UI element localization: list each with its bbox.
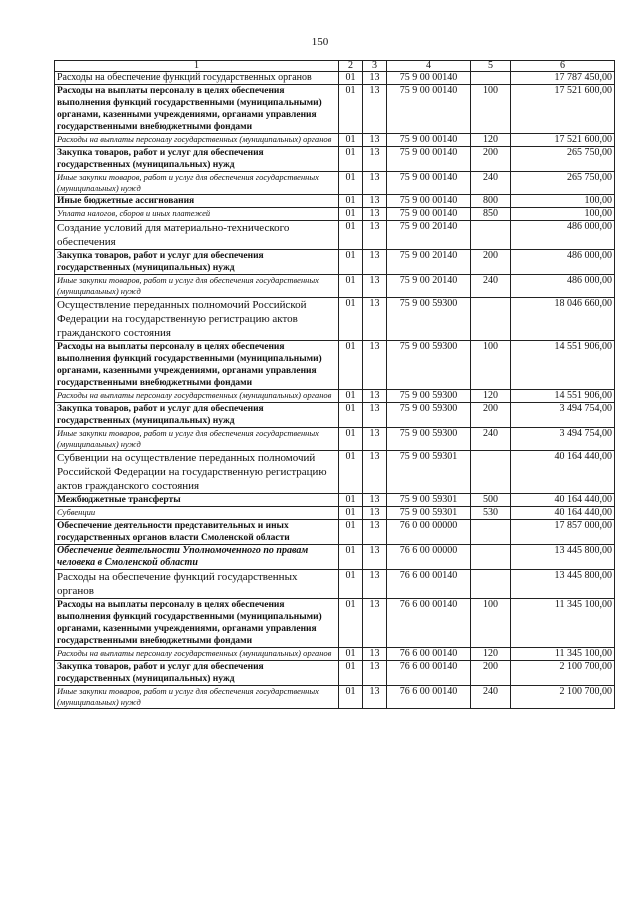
cell-type: [471, 520, 511, 545]
cell-name: Расходы на обеспечение функций государственных органов: [55, 72, 339, 85]
cell-name: Расходы на обеспечение функций государственных органов: [55, 570, 339, 599]
cell-name: Обеспечение деятельности Уполномоченного по правам человека в Смоленской области: [55, 545, 339, 570]
budget-table: [54, 60, 615, 709]
cell-type: 240: [471, 686, 511, 709]
cell-type: [471, 72, 511, 85]
header-row: [55, 61, 615, 72]
table-row: [55, 275, 615, 298]
cell-amount: 100,00: [511, 195, 615, 208]
cell-code: 75 9 00 59301: [387, 451, 471, 494]
cell-name: Иные закупки товаров, работ и услуг для обеспечения государственных (муниципальных) нужд: [55, 172, 339, 195]
cell-code: 76 6 00 00140: [387, 599, 471, 648]
cell-code: 76 6 00 00140: [387, 648, 471, 661]
cell-subsection: 13: [363, 648, 387, 661]
cell-amount: 13 445 800,00: [511, 570, 615, 599]
cell-code: 75 9 00 59300: [387, 341, 471, 390]
page-number: 150: [311, 36, 329, 48]
cell-section: 01: [339, 390, 363, 403]
cell-subsection: 13: [363, 686, 387, 709]
cell-subsection: 13: [363, 661, 387, 686]
cell-subsection: 13: [363, 570, 387, 599]
cell-name: Расходы на выплаты персоналу в целях обеспечения выполнения функций государственными (муниципальными) органами, казенными учреждениями, органами управления государственными внебюджетными фондами: [55, 599, 339, 648]
cell-section: 01: [339, 403, 363, 428]
table-row: [55, 172, 615, 195]
cell-type: [471, 570, 511, 599]
table-row: [55, 661, 615, 686]
cell-amount: 486 000,00: [511, 221, 615, 250]
cell-section: 01: [339, 428, 363, 451]
cell-name: Межбюджетные трансферты: [55, 494, 339, 507]
cell-subsection: 13: [363, 494, 387, 507]
cell-amount: 18 046 660,00: [511, 298, 615, 341]
table-row: [55, 134, 615, 147]
cell-amount: 3 494 754,00: [511, 428, 615, 451]
cell-type: 200: [471, 661, 511, 686]
cell-name: Иные бюджетные ассигнования: [55, 195, 339, 208]
cell-subsection: 13: [363, 390, 387, 403]
cell-code: 76 6 00 00140: [387, 661, 471, 686]
cell-subsection: 13: [363, 520, 387, 545]
cell-code: 75 9 00 00140: [387, 85, 471, 134]
cell-name: Расходы на выплаты персоналу государственных (муниципальных) органов: [55, 134, 339, 147]
cell-name: Субвенции: [55, 507, 339, 520]
cell-section: 01: [339, 507, 363, 520]
cell-code: 75 9 00 59300: [387, 390, 471, 403]
cell-section: 01: [339, 599, 363, 648]
table-row: [55, 85, 615, 134]
table-row: [55, 208, 615, 221]
header-cell: 4: [387, 61, 471, 72]
table-row: [55, 298, 615, 341]
cell-section: 01: [339, 275, 363, 298]
cell-name: Закупка товаров, работ и услуг для обеспечения государственных (муниципальных) нужд: [55, 250, 339, 275]
cell-subsection: 13: [363, 147, 387, 172]
cell-section: 01: [339, 221, 363, 250]
cell-subsection: 13: [363, 507, 387, 520]
table-row: [55, 195, 615, 208]
cell-subsection: 13: [363, 221, 387, 250]
cell-subsection: 13: [363, 134, 387, 147]
cell-type: 240: [471, 275, 511, 298]
cell-code: 76 6 00 00140: [387, 570, 471, 599]
cell-code: 75 9 00 59300: [387, 428, 471, 451]
cell-amount: 265 750,00: [511, 172, 615, 195]
table-row: [55, 250, 615, 275]
cell-subsection: 13: [363, 298, 387, 341]
cell-section: 01: [339, 686, 363, 709]
cell-section: 01: [339, 570, 363, 599]
cell-section: 01: [339, 208, 363, 221]
cell-amount: 14 551 906,00: [511, 390, 615, 403]
cell-code: 76 6 00 00140: [387, 686, 471, 709]
table-row: [55, 147, 615, 172]
cell-type: 100: [471, 341, 511, 390]
cell-type: 200: [471, 147, 511, 172]
cell-code: 75 9 00 20140: [387, 250, 471, 275]
cell-section: 01: [339, 195, 363, 208]
cell-code: 75 9 00 00140: [387, 72, 471, 85]
table-row: [55, 545, 615, 570]
cell-amount: 17 857 000,00: [511, 520, 615, 545]
table-row: [55, 520, 615, 545]
cell-code: 75 9 00 00140: [387, 134, 471, 147]
cell-name: Осуществление переданных полномочий Российской Федерации на государственную регистрацию актов гражданского состояния: [55, 298, 339, 341]
table-row: [55, 494, 615, 507]
cell-subsection: 13: [363, 250, 387, 275]
cell-subsection: 13: [363, 428, 387, 451]
cell-section: 01: [339, 520, 363, 545]
cell-code: 75 9 00 59301: [387, 494, 471, 507]
cell-subsection: 13: [363, 341, 387, 390]
table-row: [55, 686, 615, 709]
table-row: [55, 648, 615, 661]
cell-code: 75 9 00 20140: [387, 221, 471, 250]
cell-type: [471, 298, 511, 341]
cell-code: 76 6 00 00000: [387, 545, 471, 570]
cell-section: 01: [339, 147, 363, 172]
table-row: [55, 599, 615, 648]
cell-subsection: 13: [363, 599, 387, 648]
table-row: [55, 72, 615, 85]
cell-name: Иные закупки товаров, работ и услуг для обеспечения государственных (муниципальных) нужд: [55, 428, 339, 451]
cell-amount: 40 164 440,00: [511, 507, 615, 520]
cell-code: 75 9 00 59300: [387, 403, 471, 428]
cell-name: Уплата налогов, сборов и иных платежей: [55, 208, 339, 221]
cell-type: 850: [471, 208, 511, 221]
cell-section: 01: [339, 661, 363, 686]
cell-type: 240: [471, 172, 511, 195]
cell-section: 01: [339, 250, 363, 275]
cell-amount: 11 345 100,00: [511, 599, 615, 648]
cell-type: 100: [471, 85, 511, 134]
cell-type: 500: [471, 494, 511, 507]
cell-subsection: 13: [363, 85, 387, 134]
cell-code: 76 0 00 00000: [387, 520, 471, 545]
cell-type: [471, 451, 511, 494]
cell-amount: 13 445 800,00: [511, 545, 615, 570]
cell-type: 530: [471, 507, 511, 520]
cell-section: 01: [339, 134, 363, 147]
table-row: [55, 341, 615, 390]
header-cell: 6: [511, 61, 615, 72]
cell-subsection: 13: [363, 72, 387, 85]
cell-name: Закупка товаров, работ и услуг для обеспечения государственных (муниципальных) нужд: [55, 403, 339, 428]
cell-subsection: 13: [363, 275, 387, 298]
cell-type: 100: [471, 599, 511, 648]
cell-type: 200: [471, 250, 511, 275]
cell-section: 01: [339, 545, 363, 570]
cell-amount: 486 000,00: [511, 250, 615, 275]
cell-subsection: 13: [363, 403, 387, 428]
cell-amount: 11 345 100,00: [511, 648, 615, 661]
cell-amount: 486 000,00: [511, 275, 615, 298]
cell-type: 120: [471, 390, 511, 403]
cell-name: Закупка товаров, работ и услуг для обеспечения государственных (муниципальных) нужд: [55, 661, 339, 686]
cell-amount: 2 100 700,00: [511, 686, 615, 709]
cell-code: 75 9 00 20140: [387, 275, 471, 298]
cell-section: 01: [339, 72, 363, 85]
cell-code: 75 9 00 00140: [387, 147, 471, 172]
cell-code: 75 9 00 59301: [387, 507, 471, 520]
cell-name: Иные закупки товаров, работ и услуг для обеспечения государственных (муниципальных) нужд: [55, 686, 339, 709]
cell-amount: 17 521 600,00: [511, 85, 615, 134]
cell-name: Создание условий для материально-технического обеспечения: [55, 221, 339, 250]
cell-amount: 265 750,00: [511, 147, 615, 172]
cell-subsection: 13: [363, 451, 387, 494]
cell-amount: 2 100 700,00: [511, 661, 615, 686]
cell-subsection: 13: [363, 545, 387, 570]
table-body: [55, 72, 615, 709]
cell-type: 200: [471, 403, 511, 428]
cell-amount: 40 164 440,00: [511, 494, 615, 507]
table-row: [55, 570, 615, 599]
cell-code: 75 9 00 00140: [387, 172, 471, 195]
cell-section: 01: [339, 494, 363, 507]
cell-subsection: 13: [363, 195, 387, 208]
cell-type: 240: [471, 428, 511, 451]
cell-type: [471, 221, 511, 250]
cell-type: 800: [471, 195, 511, 208]
cell-amount: 14 551 906,00: [511, 341, 615, 390]
cell-name: Закупка товаров, работ и услуг для обеспечения государственных (муниципальных) нужд: [55, 147, 339, 172]
table-row: [55, 403, 615, 428]
cell-code: 75 9 00 00140: [387, 208, 471, 221]
header-cell: 2: [339, 61, 363, 72]
cell-name: Расходы на выплаты персоналу в целях обеспечения выполнения функций государственными (муниципальными) органами, казенными учреждениями, органами управления государственными внебюджетными фондами: [55, 85, 339, 134]
cell-section: 01: [339, 341, 363, 390]
cell-section: 01: [339, 298, 363, 341]
cell-subsection: 13: [363, 208, 387, 221]
header-cell: 3: [363, 61, 387, 72]
cell-section: 01: [339, 451, 363, 494]
cell-type: [471, 545, 511, 570]
header-cell: 1: [55, 61, 339, 72]
cell-name: Расходы на выплаты персоналу государственных (муниципальных) органов: [55, 648, 339, 661]
cell-amount: 17 521 600,00: [511, 134, 615, 147]
cell-amount: 100,00: [511, 208, 615, 221]
table-row: [55, 428, 615, 451]
header-cell: 5: [471, 61, 511, 72]
cell-section: 01: [339, 648, 363, 661]
cell-name: Расходы на выплаты персоналу государственных (муниципальных) органов: [55, 390, 339, 403]
cell-name: Обеспечение деятельности представительных и иных государственных органов власти Смоленской области: [55, 520, 339, 545]
table-row: [55, 390, 615, 403]
cell-section: 01: [339, 85, 363, 134]
cell-amount: 40 164 440,00: [511, 451, 615, 494]
table-row: [55, 221, 615, 250]
cell-code: 75 9 00 00140: [387, 195, 471, 208]
table-row: [55, 451, 615, 494]
cell-subsection: 13: [363, 172, 387, 195]
cell-name: Расходы на выплаты персоналу в целях обеспечения выполнения функций государственными (муниципальными) органами, казенными учреждениями, органами управления государственными внебюджетными фондами: [55, 341, 339, 390]
cell-code: 75 9 00 59300: [387, 298, 471, 341]
cell-type: 120: [471, 648, 511, 661]
cell-name: Субвенции на осуществление переданных полномочий Российской Федерации на государственную регистрацию актов гражданского состояния: [55, 451, 339, 494]
cell-name: Иные закупки товаров, работ и услуг для обеспечения государственных (муниципальных) нужд: [55, 275, 339, 298]
cell-section: 01: [339, 172, 363, 195]
cell-type: 120: [471, 134, 511, 147]
table-row: [55, 507, 615, 520]
cell-amount: 17 787 450,00: [511, 72, 615, 85]
cell-amount: 3 494 754,00: [511, 403, 615, 428]
